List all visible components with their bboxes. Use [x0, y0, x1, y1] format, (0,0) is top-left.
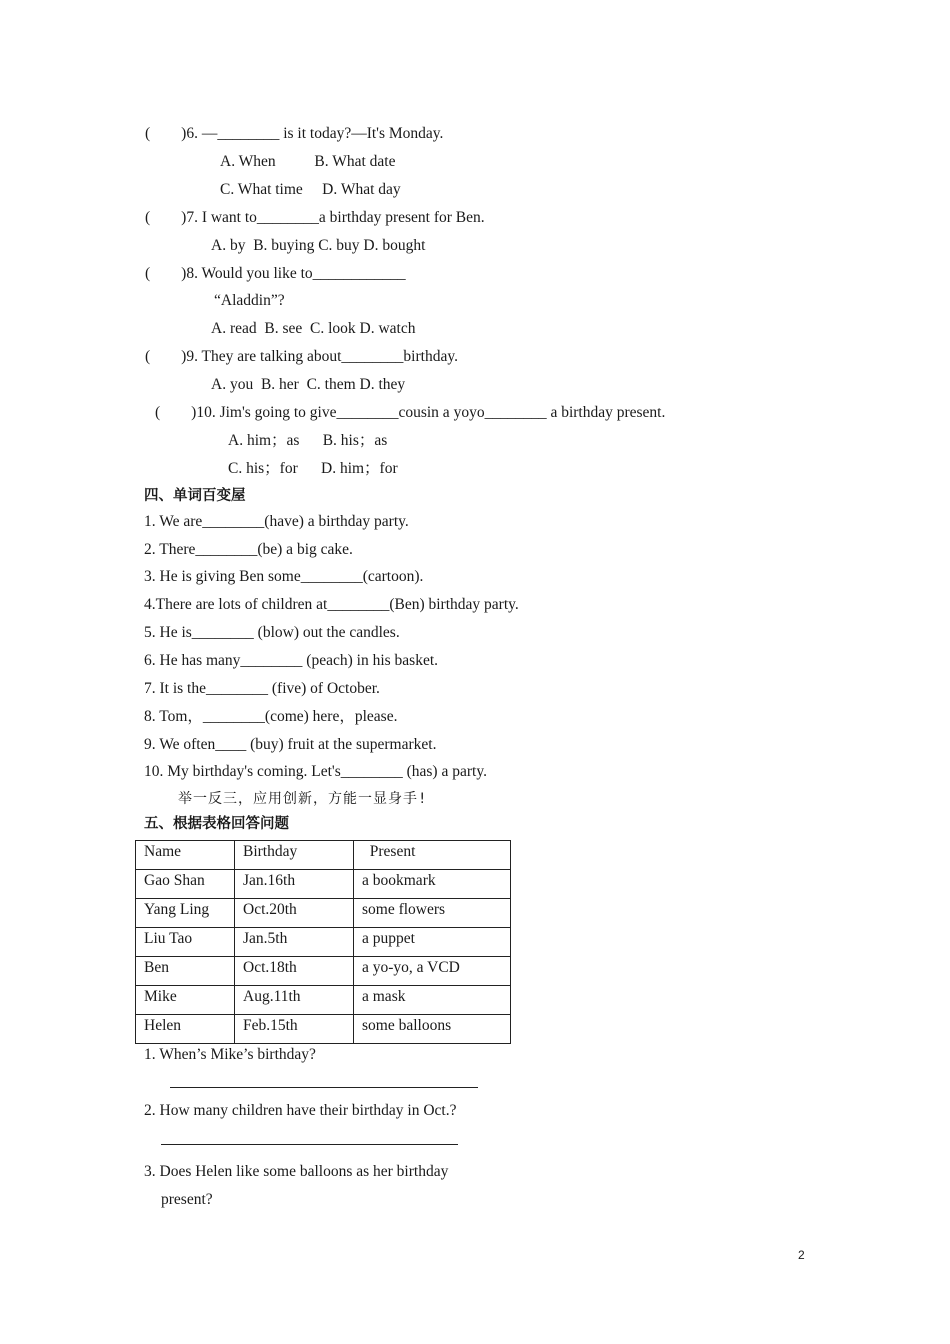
table-row [136, 986, 511, 1015]
table-cell: Helen [136, 1015, 235, 1044]
table-row [136, 1015, 511, 1044]
table-cell: Ben [136, 957, 235, 986]
q6-stem: ( )6. —________ is it today?—It's Monday. [145, 125, 444, 142]
table-cell: some flowers [354, 899, 511, 928]
q8-options: A. read B. see C. look D. watch [211, 320, 416, 337]
section5-title: 五、根据表格回答问题 [144, 816, 289, 832]
table-cell: Oct.20th [235, 899, 354, 928]
q7-stem: ( )7. I want to________a birthday present for Ben. [145, 209, 485, 226]
table-cell: Aug.11th [235, 986, 354, 1015]
q6-options-cd: C. What time D. What day [220, 181, 401, 198]
page-number: 2 [798, 1248, 805, 1262]
table-header-present: Present [354, 841, 511, 870]
section4-item: 10. My birthday's coming. Let's________ (has) a party. [144, 763, 487, 780]
section4-item: 1. We are________(have) a birthday party. [144, 513, 409, 530]
motto: 举一反三，应用创新，方能一显身手! [178, 791, 428, 807]
section4-title: 四、单词百变屋 [144, 488, 246, 504]
q9-options: A. you B. her C. them D. they [211, 376, 406, 393]
table-row [136, 957, 511, 986]
table-row [136, 899, 511, 928]
table-cell: a bookmark [354, 870, 511, 899]
table-cell: Oct.18th [235, 957, 354, 986]
q8-stem-cont: “Aladdin”? [214, 292, 285, 309]
section4-item: 3. He is giving Ben some________(cartoon). [144, 568, 424, 585]
table-header-name: Name [136, 841, 235, 870]
section4-item: 8. Tom，________(come) here，please. [144, 708, 398, 725]
answer-line-1[interactable] [170, 1087, 478, 1088]
table-row [136, 870, 511, 899]
table-cell: Jan.5th [235, 928, 354, 957]
table-cell: a puppet [354, 928, 511, 957]
table-cell: some balloons [354, 1015, 511, 1044]
table-cell: Jan.16th [235, 870, 354, 899]
table-cell: a mask [354, 986, 511, 1015]
table-cell: Liu Tao [136, 928, 235, 957]
q9-stem: ( )9. They are talking about________birthday. [145, 348, 458, 365]
section5-q3-cont: present? [161, 1191, 213, 1208]
table-header-birthday: Birthday [235, 841, 354, 870]
birthday-table [135, 840, 511, 1044]
table-cell: Mike [136, 986, 235, 1015]
table-cell: Yang Ling [136, 899, 235, 928]
q10-stem: ( )10. Jim's going to give________cousin a yoyo________ a birthday present. [155, 404, 666, 421]
section4-item: 6. He has many________ (peach) in his basket. [144, 652, 439, 669]
section4-item: 7. It is the________ (five) of October. [144, 680, 380, 697]
q10-options-cd: C. his；for D. him；for [228, 460, 398, 477]
table-cell: a yo-yo, a VCD [354, 957, 511, 986]
section5-q3: 3. Does Helen like some balloons as her birthday [144, 1163, 449, 1180]
q6-options-ab: A. When B. What date [220, 153, 396, 170]
section4-item: 2. There________(be) a big cake. [144, 541, 353, 558]
table-row [136, 928, 511, 957]
section4-item: 9. We often____ (buy) fruit at the supermarket. [144, 736, 437, 753]
table-cell: Gao Shan [136, 870, 235, 899]
q7-options: A. by B. buying C. buy D. bought [211, 237, 426, 254]
section5-q1: 1. When’s Mike’s birthday? [144, 1046, 316, 1063]
section5-q2: 2. How many children have their birthday in Oct.? [144, 1102, 457, 1119]
q8-stem: ( )8. Would you like to____________ [145, 265, 406, 282]
table-cell: Feb.15th [235, 1015, 354, 1044]
answer-line-2[interactable] [161, 1144, 458, 1145]
section4-item: 4.There are lots of children at________(Ben) birthday party. [144, 596, 519, 613]
table-header-row [136, 841, 511, 870]
section4-item: 5. He is________ (blow) out the candles. [144, 624, 400, 641]
q10-options-ab: A. him；as B. his；as [228, 432, 388, 449]
